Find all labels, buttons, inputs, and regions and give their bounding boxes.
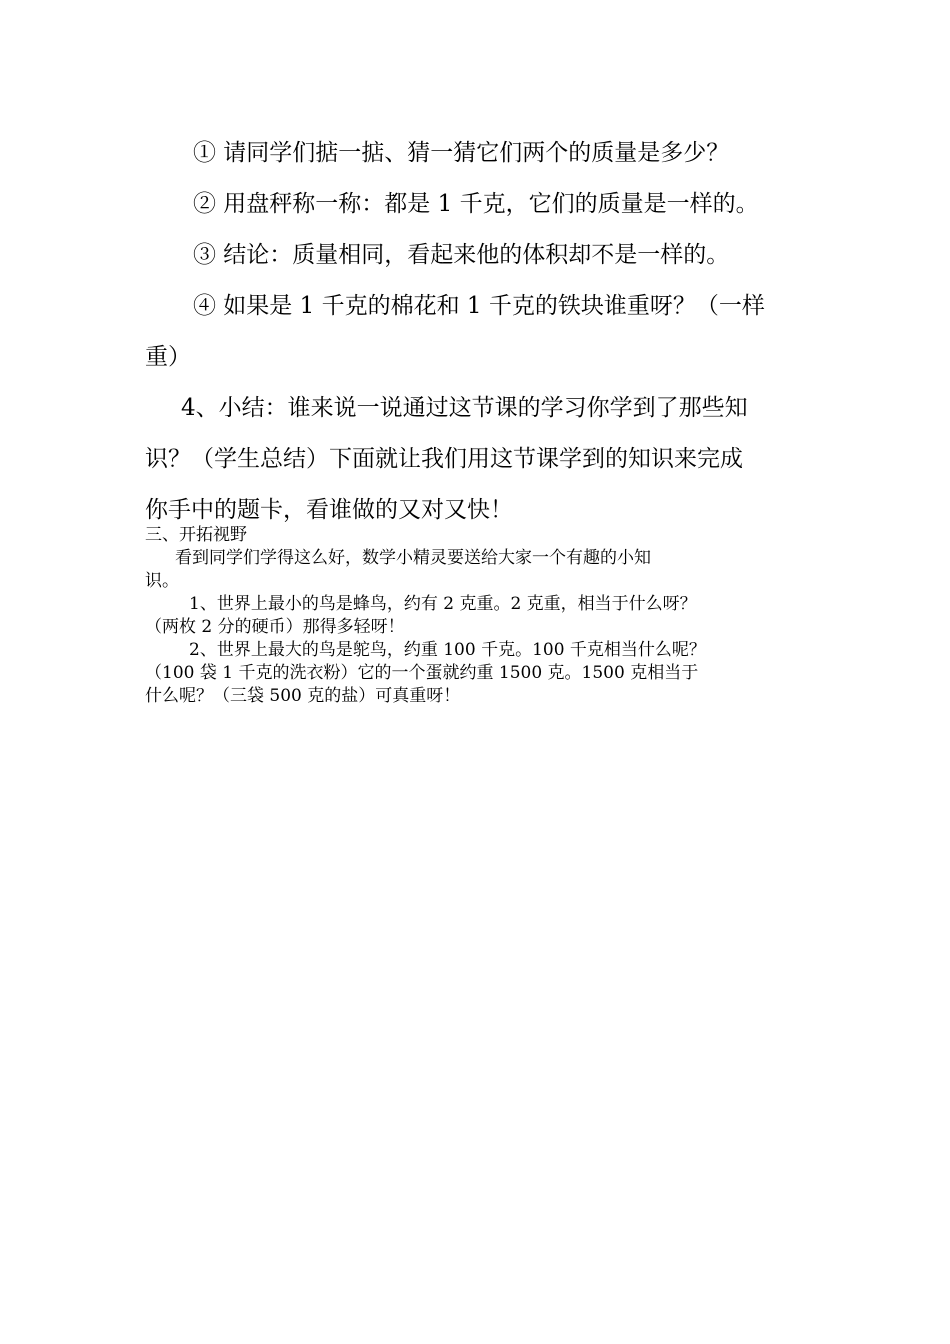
- broaden-horizons-section: [145, 524, 815, 708]
- summary-paragraph-line-1: 4、小结：谁来说一说通过这节课的学习你学到了那些知: [181, 395, 748, 421]
- intro-paragraph-line-2: 识。: [145, 571, 179, 591]
- intro-paragraph-line-1: 看到同学们学得这么好，数学小精灵要送给大家一个有趣的小知: [175, 548, 651, 568]
- step-2-paragraph: ② 用盘秤称一称：都是 1 千克，它们的质量是一样的。: [193, 191, 759, 217]
- fact-2-line-2: （100 袋 1 千克的洗衣粉）它的一个蛋就约重 1500 克。1500 克相当于: [145, 663, 699, 683]
- step-4-paragraph-line-1: ④ 如果是 1 千克的棉花和 1 千克的铁块谁重呀？（一样: [193, 293, 765, 319]
- fact-1-line-1: 1、世界上最小的鸟是蜂鸟，约有 2 克重。2 克重，相当于什么呀？: [189, 594, 697, 614]
- lesson-steps-section: [145, 128, 815, 536]
- section-heading: 三、开拓视野: [145, 525, 247, 545]
- step-1-paragraph: ① 请同学们掂一掂、猜一猜它们两个的质量是多少？: [193, 140, 730, 166]
- step-4-paragraph-line-2: 重）: [145, 344, 191, 370]
- step-3-paragraph: ③ 结论：质量相同，看起来他的体积却不是一样的。: [193, 242, 730, 268]
- fact-2-line-1: 2、世界上最大的鸟是鸵鸟，约重 100 千克。100 千克相当什么呢？: [189, 640, 706, 660]
- summary-paragraph-line-3: 你手中的题卡，看谁做的又对又快！: [145, 497, 513, 523]
- fact-2-line-3: 什么呢？（三袋 500 克的盐）可真重呀！: [145, 686, 461, 706]
- fact-1-line-2: （两枚 2 分的硬币）那得多轻呀！: [145, 617, 405, 637]
- summary-paragraph-line-2: 识？（学生总结）下面就让我们用这节课学到的知识来完成: [145, 446, 743, 472]
